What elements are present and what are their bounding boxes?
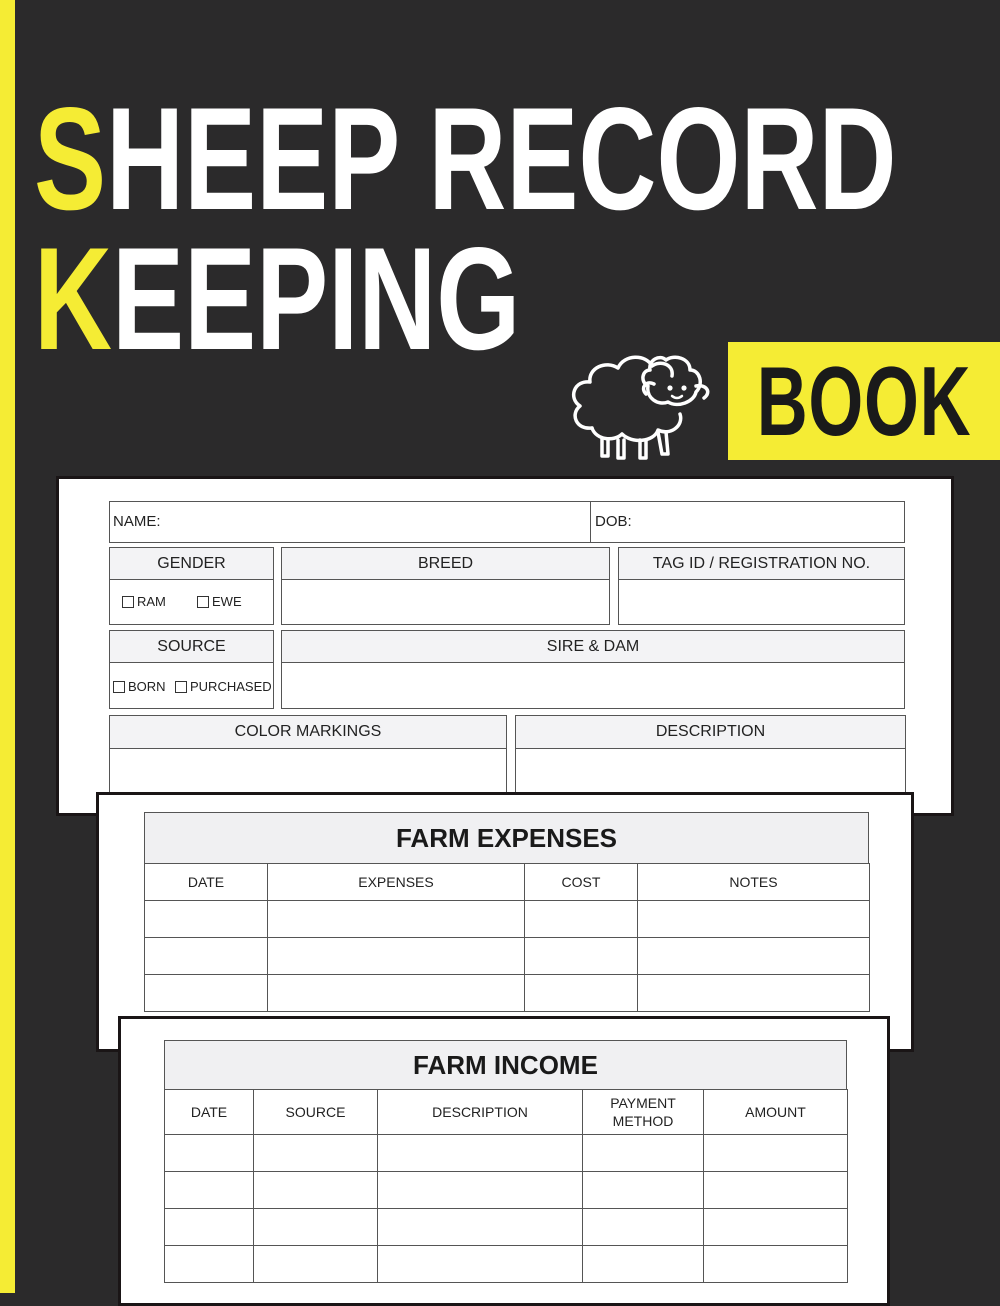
title-rest-2: EEPING <box>112 217 521 380</box>
book-badge-text: BOOK <box>756 345 972 456</box>
col-expenses: EXPENSES <box>268 864 525 901</box>
name-field[interactable] <box>109 501 591 543</box>
table-cell[interactable] <box>268 938 525 975</box>
farm-expenses-table <box>144 863 870 1012</box>
title-initial-k: K <box>34 217 113 380</box>
animal-record-page <box>56 476 954 816</box>
yellow-side-stripe <box>0 0 15 1293</box>
table-row <box>165 1135 848 1172</box>
table-row <box>145 938 870 975</box>
income-header-row <box>165 1090 848 1135</box>
source-option-born[interactable] <box>113 679 166 694</box>
col-description: DESCRIPTION <box>378 1090 583 1135</box>
col-amount: AMOUNT <box>704 1090 848 1135</box>
gender-header: GENDER <box>109 547 274 580</box>
farm-expenses-page <box>96 792 914 1052</box>
expenses-header-row <box>145 864 870 901</box>
table-cell[interactable] <box>525 901 638 938</box>
table-row <box>145 901 870 938</box>
table-cell[interactable] <box>378 1135 583 1172</box>
table-cell[interactable] <box>254 1172 378 1209</box>
table-cell[interactable] <box>583 1135 704 1172</box>
table-cell[interactable] <box>638 901 870 938</box>
title-line-2 <box>34 217 521 380</box>
col-source: SOURCE <box>254 1090 378 1135</box>
sire-dam-header: SIRE & DAM <box>281 630 905 663</box>
table-cell[interactable] <box>268 901 525 938</box>
title-initial-s: S <box>34 77 107 240</box>
table-cell[interactable] <box>254 1135 378 1172</box>
table-cell[interactable] <box>165 1209 254 1246</box>
table-cell[interactable] <box>525 938 638 975</box>
ewe-label: EWE <box>212 594 242 609</box>
title-line-1 <box>34 77 897 240</box>
farm-expenses-title: FARM EXPENSES <box>144 812 869 864</box>
table-cell[interactable] <box>378 1209 583 1246</box>
table-cell[interactable] <box>145 901 268 938</box>
name-label: NAME: <box>113 513 161 530</box>
table-cell[interactable] <box>165 1246 254 1283</box>
sire-dam-field[interactable] <box>281 662 905 709</box>
breed-header: BREED <box>281 547 610 580</box>
col-cost: COST <box>525 864 638 901</box>
col-date: DATE <box>165 1090 254 1135</box>
table-cell[interactable] <box>525 975 638 1012</box>
gender-option-ram[interactable] <box>122 594 166 609</box>
description-header: DESCRIPTION <box>515 715 906 749</box>
table-cell[interactable] <box>254 1209 378 1246</box>
table-cell[interactable] <box>254 1246 378 1283</box>
gender-options <box>109 579 274 625</box>
table-cell[interactable] <box>583 1209 704 1246</box>
col-notes: NOTES <box>638 864 870 901</box>
ram-checkbox[interactable] <box>122 596 134 608</box>
table-cell[interactable] <box>268 975 525 1012</box>
gender-option-ewe[interactable] <box>197 594 242 609</box>
breed-field[interactable] <box>281 579 610 625</box>
farm-income-title: FARM INCOME <box>164 1040 847 1090</box>
table-cell[interactable] <box>704 1135 848 1172</box>
table-cell[interactable] <box>704 1209 848 1246</box>
table-row <box>145 975 870 1012</box>
title-rest-1: HEEP RECORD <box>106 77 897 240</box>
table-cell[interactable] <box>704 1246 848 1283</box>
table-row <box>165 1209 848 1246</box>
col-payment-method: PAYMENT METHOD <box>583 1090 704 1135</box>
farm-income-page <box>118 1016 890 1306</box>
table-cell[interactable] <box>638 938 870 975</box>
purchased-checkbox[interactable] <box>175 681 187 693</box>
dob-field[interactable] <box>590 501 905 543</box>
table-cell[interactable] <box>378 1246 583 1283</box>
color-markings-header: COLOR MARKINGS <box>109 715 507 749</box>
born-label: BORN <box>128 679 166 694</box>
col-date: DATE <box>145 864 268 901</box>
source-options <box>109 662 274 709</box>
source-header: SOURCE <box>109 630 274 663</box>
book-badge <box>728 342 1000 460</box>
table-cell[interactable] <box>165 1135 254 1172</box>
table-row <box>165 1172 848 1209</box>
tag-header: TAG ID / REGISTRATION NO. <box>618 547 905 580</box>
table-cell[interactable] <box>145 975 268 1012</box>
table-cell[interactable] <box>165 1172 254 1209</box>
purchased-label: PURCHASED <box>190 679 272 694</box>
dob-label: DOB: <box>595 513 632 530</box>
tag-field[interactable] <box>618 579 905 625</box>
born-checkbox[interactable] <box>113 681 125 693</box>
table-cell[interactable] <box>145 938 268 975</box>
ram-label: RAM <box>137 594 166 609</box>
ewe-checkbox[interactable] <box>197 596 209 608</box>
source-option-purchased[interactable] <box>175 679 272 694</box>
table-cell[interactable] <box>378 1172 583 1209</box>
table-cell[interactable] <box>704 1172 848 1209</box>
table-row <box>165 1246 848 1283</box>
sheep-icon <box>562 340 720 464</box>
table-cell[interactable] <box>638 975 870 1012</box>
farm-income-table <box>164 1089 848 1283</box>
table-cell[interactable] <box>583 1172 704 1209</box>
table-cell[interactable] <box>583 1246 704 1283</box>
